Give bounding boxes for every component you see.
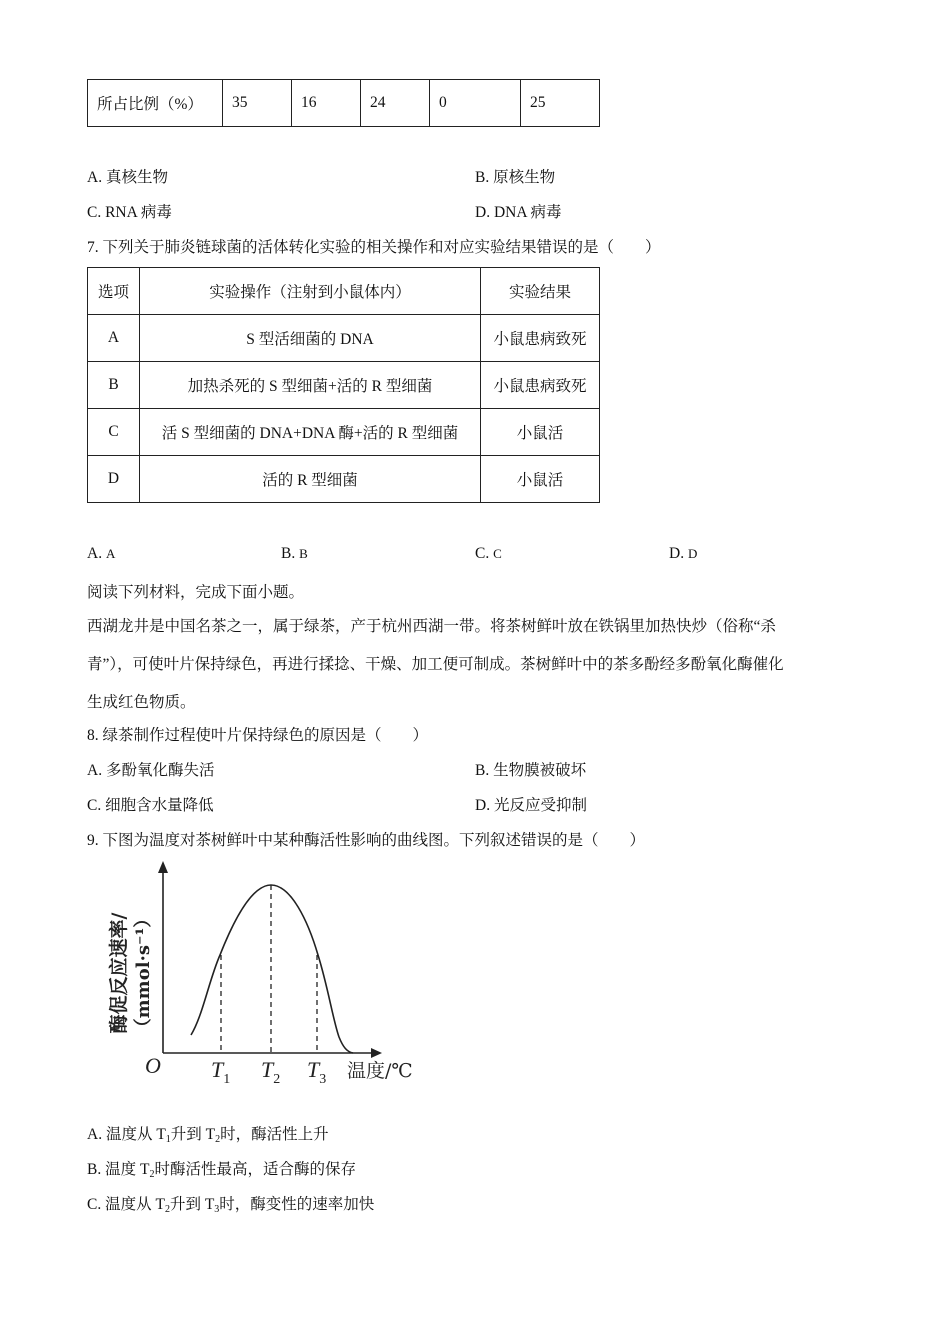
ratio-value-cell: 24 <box>361 80 430 127</box>
option-letter: C. <box>87 204 102 221</box>
table-row <box>88 409 600 456</box>
operation-cell: 活的 R 型细菌 <box>140 456 481 503</box>
tick-t1: $T_1$ <box>211 1057 231 1087</box>
option-letter: B. <box>475 169 490 186</box>
option-text: DNA 病毒 <box>493 204 562 221</box>
reading-line: 生成红色物质。 <box>87 694 196 711</box>
activity-curve <box>191 885 353 1053</box>
option-text: 升到 T <box>170 1126 216 1143</box>
option-cell: C <box>88 409 140 456</box>
table-row <box>88 362 600 409</box>
y-axis-arrow <box>158 861 168 873</box>
q9-stem: 9. 下图为温度对茶树鲜叶中某种酶活性影响的曲线图。下列叙述错误的是（ ） <box>87 832 646 849</box>
option-text: B. 温度 T <box>87 1161 150 1178</box>
ratio-value-cell: 0 <box>430 80 521 127</box>
operation-cell: 活 S 型细菌的 DNA+DNA 酶+活的 R 型细菌 <box>140 409 481 456</box>
q6-option-c[interactable] <box>87 200 172 222</box>
option-text: C <box>493 546 502 561</box>
reading-line: 西湖龙井是中国名茶之一，属于绿茶，产于杭州西湖一带。将茶树鲜叶放在铁锅里加热快炒（俗称“杀 <box>87 618 776 635</box>
option-cell: B <box>88 362 140 409</box>
option-letter: A. <box>87 169 103 186</box>
subscript: 3 <box>214 1204 220 1215</box>
option-cell: D <box>88 456 140 503</box>
q8-option-d[interactable] <box>475 793 587 815</box>
result-cell: 小鼠患病致死 <box>481 362 600 409</box>
ratio-table <box>87 79 600 127</box>
subscript: 2 <box>149 1169 155 1180</box>
y-axis-label-line1: 酶促反应速率/ <box>108 912 130 1034</box>
result-cell: 小鼠患病致死 <box>481 315 600 362</box>
subscript: 1 <box>165 1134 171 1145</box>
header-cell: 选项 <box>88 268 140 315</box>
q9-option-c[interactable] <box>87 1192 374 1214</box>
option-letter: A. <box>87 545 103 562</box>
option-text: 细胞含水量降低 <box>105 797 214 814</box>
subscript: 2 <box>164 1204 170 1215</box>
subscript: 2 <box>215 1134 221 1145</box>
option-text: 升到 T <box>169 1196 215 1213</box>
operation-cell: 加热杀死的 S 型细菌+活的 R 型细菌 <box>140 362 481 409</box>
option-letter: B. <box>475 762 490 779</box>
x-axis-arrow <box>371 1048 382 1058</box>
option-letter: C. <box>475 545 490 562</box>
origin-label: O <box>145 1053 161 1078</box>
ratio-value-cell: 25 <box>521 80 600 127</box>
x-axis-label: 温度/℃ <box>347 1060 413 1082</box>
option-cell: A <box>88 315 140 362</box>
option-text: A. 温度从 T <box>87 1126 166 1143</box>
q6-option-a[interactable] <box>87 165 168 187</box>
result-cell: 小鼠活 <box>481 409 600 456</box>
option-text: 原核生物 <box>493 169 556 186</box>
option-letter: C. <box>87 797 102 814</box>
table-row <box>88 80 600 127</box>
header-cell: 实验结果 <box>481 268 600 315</box>
option-letter: A. <box>87 762 103 779</box>
option-text: A <box>105 546 116 561</box>
ratio-value-cell: 35 <box>223 80 292 127</box>
reading-line: 青”），可使叶片保持绿色，再进行揉捻、干燥、加工便可制成。茶树鲜叶中的茶多酚经多酚氧化酶催化 <box>87 656 784 673</box>
option-text: D <box>687 546 698 561</box>
option-text: 时酶活性最高，适合酶的保存 <box>154 1161 356 1178</box>
q6-option-d[interactable] <box>475 200 562 222</box>
q7-option-d[interactable] <box>669 545 697 563</box>
enzyme-activity-graph <box>95 855 455 1095</box>
option-text: RNA 病毒 <box>105 204 172 221</box>
option-text: 时，酶活性上升 <box>220 1126 329 1143</box>
reading-intro: 阅读下列材料，完成下面小题。 <box>87 584 305 601</box>
q9-option-a[interactable] <box>87 1122 329 1144</box>
option-letter: D. <box>475 204 491 221</box>
tick-t3: $T_3$ <box>307 1057 327 1087</box>
q8-option-b[interactable] <box>475 758 586 780</box>
q8-option-a[interactable] <box>87 758 214 780</box>
q6-option-b[interactable] <box>475 165 555 187</box>
option-text: 多酚氧化酶失活 <box>105 762 215 779</box>
operation-cell: S 型活细菌的 DNA <box>140 315 481 362</box>
option-text: 时，酶变性的速率加快 <box>219 1196 375 1213</box>
q8-option-c[interactable] <box>87 793 214 815</box>
table-header-row <box>88 268 600 315</box>
option-text: 真核生物 <box>105 169 168 186</box>
q7-option-a[interactable] <box>87 545 115 563</box>
q7-option-b[interactable] <box>281 545 308 563</box>
result-cell: 小鼠活 <box>481 456 600 503</box>
q7-stem: 7. 下列关于肺炎链球菌的活体转化实验的相关操作和对应实验结果错误的是（ ） <box>87 239 661 256</box>
q8-stem: 8. 绿茶制作过程使叶片保持绿色的原因是（ ） <box>87 727 429 744</box>
option-text: C. 温度从 T <box>87 1196 165 1213</box>
experiment-table <box>87 267 600 503</box>
header-cell: 实验操作（注射到小鼠体内） <box>140 268 481 315</box>
tick-t2: $T_2$ <box>261 1057 281 1087</box>
option-letter: D. <box>669 545 685 562</box>
option-text: 光反应受抑制 <box>493 797 587 814</box>
option-text: 生物膜被破坏 <box>493 762 587 779</box>
ratio-label-cell: 所占比例（%） <box>88 80 223 127</box>
option-text: B <box>299 546 308 561</box>
q7-option-c[interactable] <box>475 545 502 563</box>
q9-option-b[interactable] <box>87 1157 356 1179</box>
option-letter: B. <box>281 545 296 562</box>
table-row <box>88 315 600 362</box>
y-axis-label-line2: （mmol·s⁻¹） <box>133 909 154 1037</box>
option-letter: D. <box>475 797 491 814</box>
ratio-value-cell: 16 <box>292 80 361 127</box>
table-row <box>88 456 600 503</box>
